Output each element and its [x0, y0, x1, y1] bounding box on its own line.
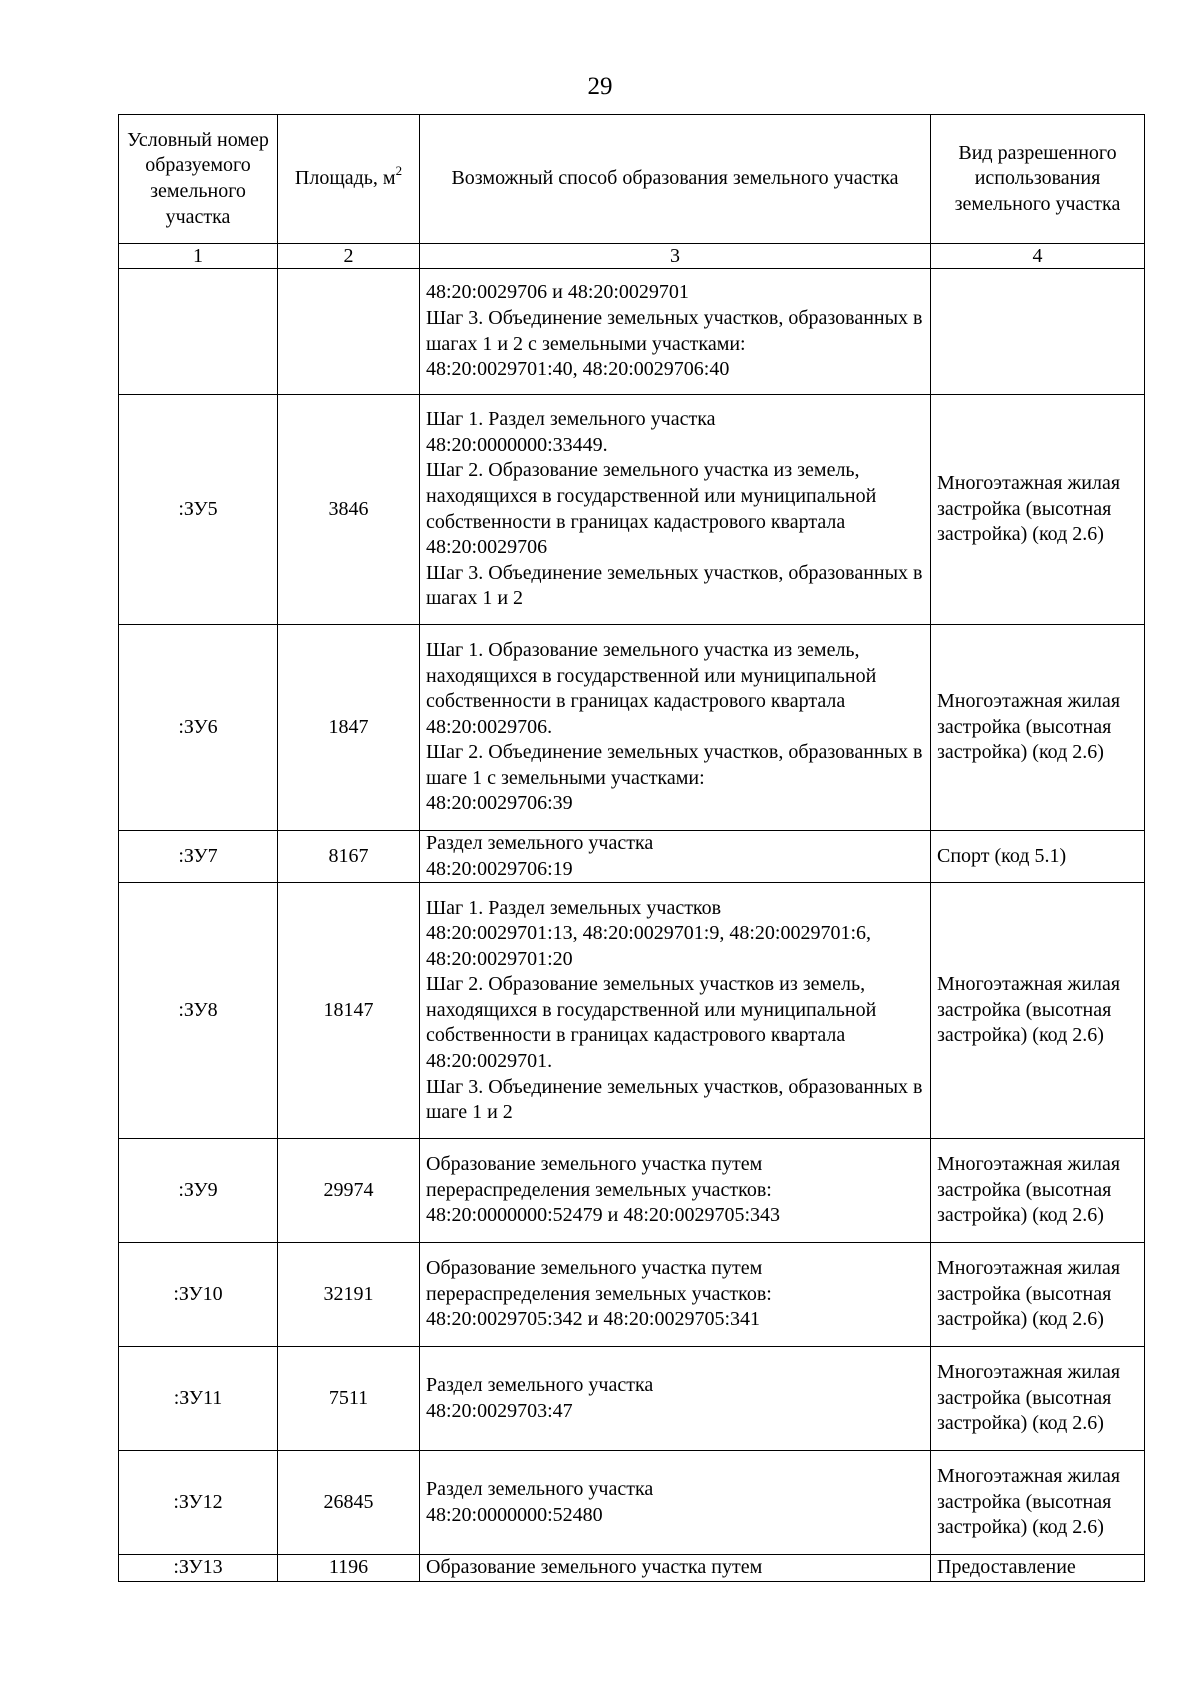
plot-number [119, 269, 278, 395]
permitted-use: Многоэтажная жилая застройка (высотная застройка) (код 2.6) [931, 625, 1145, 831]
plot-number: :ЗУ6 [119, 625, 278, 831]
header-area-label: Площадь, м [294, 167, 396, 190]
table-header-row [119, 115, 1145, 244]
permitted-use: Спорт (код 5.1) [931, 831, 1145, 883]
permitted-use: Многоэтажная жилая застройка (высотная застройка) (код 2.6) [931, 883, 1145, 1139]
plot-area: 1847 [278, 625, 420, 831]
plot-area: 3846 [278, 395, 420, 625]
header-method: Возможный способ образования земельного участка [420, 115, 931, 244]
plot-area: 7511 [278, 1347, 420, 1451]
plot-number: :ЗУ12 [119, 1451, 278, 1555]
plot-number: :ЗУ11 [119, 1347, 278, 1451]
permitted-use: Предоставление [931, 1555, 1145, 1582]
plot-area: 26845 [278, 1451, 420, 1555]
formation-method: Раздел земельного участка 48:20:0000000:52480 [420, 1451, 931, 1555]
formation-method: Образование земельного участка путем перераспределения земельных участков: 48:20:0029705:342 и 48:20:0029705:341 [420, 1243, 931, 1347]
plot-area: 8167 [278, 831, 420, 883]
plot-number: :ЗУ13 [119, 1555, 278, 1582]
plot-area: 1196 [278, 1555, 420, 1582]
permitted-use [931, 269, 1145, 395]
plot-number: :ЗУ8 [119, 883, 278, 1139]
column-number: 4 [931, 244, 1145, 269]
area-unit-superscript: 2 [395, 163, 403, 179]
plot-area: 32191 [278, 1243, 420, 1347]
table-row [119, 625, 1145, 831]
column-numbers-row [119, 244, 1145, 269]
table-row [119, 1139, 1145, 1243]
table-row [119, 1555, 1145, 1582]
column-number: 3 [420, 244, 931, 269]
table-row [119, 1243, 1145, 1347]
table-row [119, 831, 1145, 883]
header-permitted-use: Вид разрешенного использования земельного участка [931, 115, 1145, 244]
column-number: 2 [278, 244, 420, 269]
table-row [119, 883, 1145, 1139]
plot-number: :ЗУ7 [119, 831, 278, 883]
formation-method: Образование земельного участка путем [420, 1555, 931, 1582]
table-row [119, 395, 1145, 625]
header-plot-number: Условный номер образуемого земельного участка [119, 115, 278, 244]
header-area [278, 115, 420, 244]
formation-method: 48:20:0029706 и 48:20:0029701 Шаг 3. Объединение земельных участков, образованных в шагах 1 и 2 с земельными участками: 48:20:0029701:40, 48:20:0029706:40 [420, 269, 931, 395]
formation-method: Раздел земельного участка 48:20:0029706:19 [420, 831, 931, 883]
plot-number: :ЗУ5 [119, 395, 278, 625]
plot-number: :ЗУ10 [119, 1243, 278, 1347]
land-plots-table [118, 114, 1145, 1582]
permitted-use: Многоэтажная жилая застройка (высотная застройка) (код 2.6) [931, 1139, 1145, 1243]
formation-method: Шаг 1. Раздел земельных участков 48:20:0029701:13, 48:20:0029701:9, 48:20:0029701:6, 48:20:0029701:20 Шаг 2. Образование земельных участков из земель, находящихся в государственной или муниципальной собственности в границах кадастрового квартала 48:20:0029701. Шаг 3. Объединение земельных участков, образованных в шаге 1 и 2 [420, 883, 931, 1139]
plot-number: :ЗУ9 [119, 1139, 278, 1243]
table-row [119, 269, 1145, 395]
plot-area: 29974 [278, 1139, 420, 1243]
formation-method: Шаг 1. Образование земельного участка из земель, находящихся в государственной или муниципальной собственности в границах кадастрового квартала 48:20:0029706. Шаг 2. Объединение земельных участков, образованных в шаге 1 с земельными участками: 48:20:0029706:39 [420, 625, 931, 831]
plot-area [278, 269, 420, 395]
table-row [119, 1347, 1145, 1451]
permitted-use: Многоэтажная жилая застройка (высотная застройка) (код 2.6) [931, 1451, 1145, 1555]
page-number: 29 [587, 73, 613, 100]
formation-method: Шаг 1. Раздел земельного участка 48:20:0000000:33449. Шаг 2. Образование земельного участка из земель, находящихся в государственной или муниципальной собственности в границах кадастрового квартала 48:20:0029706 Шаг 3. Объединение земельных участков, образованных в шагах 1 и 2 [420, 395, 931, 625]
column-number: 1 [119, 244, 278, 269]
permitted-use: Многоэтажная жилая застройка (высотная застройка) (код 2.6) [931, 395, 1145, 625]
formation-method: Образование земельного участка путем перераспределения земельных участков: 48:20:0000000:52479 и 48:20:0029705:343 [420, 1139, 931, 1243]
formation-method: Раздел земельного участка 48:20:0029703:47 [420, 1347, 931, 1451]
permitted-use: Многоэтажная жилая застройка (высотная застройка) (код 2.6) [931, 1347, 1145, 1451]
permitted-use: Многоэтажная жилая застройка (высотная застройка) (код 2.6) [931, 1243, 1145, 1347]
table-row [119, 1451, 1145, 1555]
plot-area: 18147 [278, 883, 420, 1139]
